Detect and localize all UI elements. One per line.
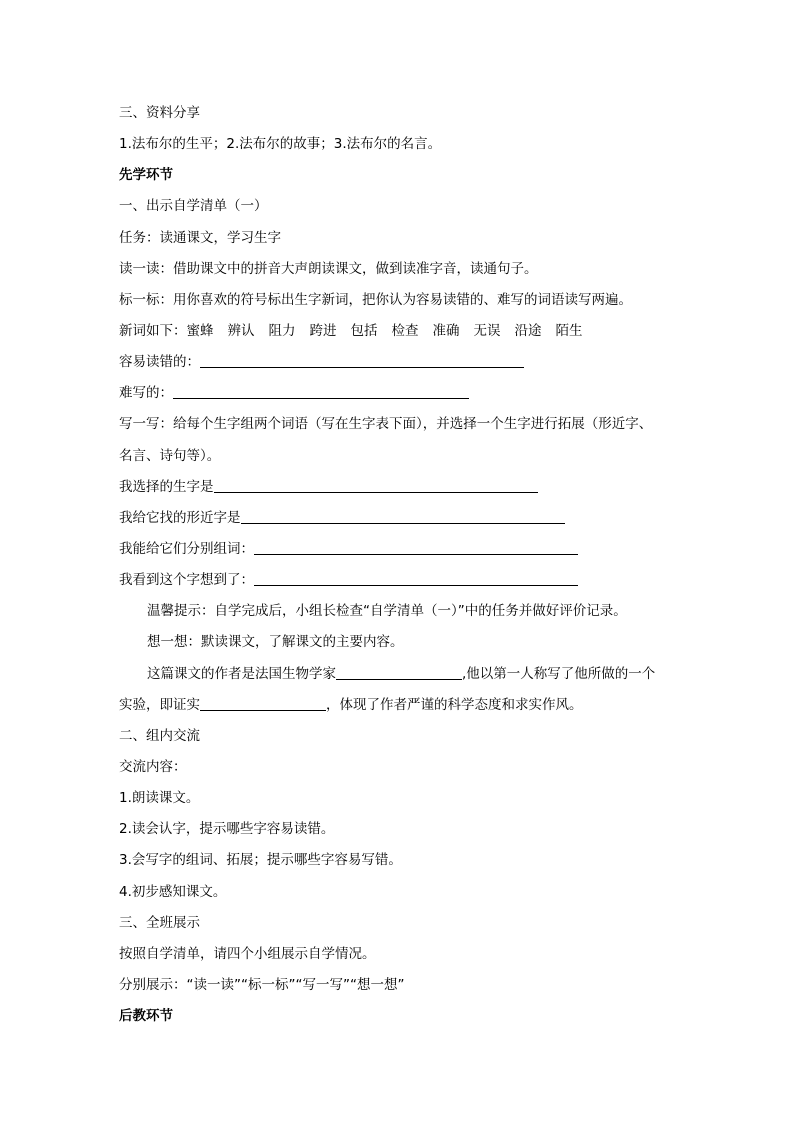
word-item: 阻力 (268, 323, 296, 339)
post-teach-heading: 后教环节 (119, 1008, 173, 1024)
experiment-text: 实验，即证实 (119, 697, 200, 713)
experiment-text: ，体现了作者严谨的科学态度和求实作风。 (326, 697, 583, 713)
author-text: 这篇课文的作者是法国生物学家 (147, 666, 336, 682)
fill-blank[interactable] (254, 540, 578, 555)
self-study-list-heading: 一、出示自学清单（一） (119, 198, 268, 214)
word-item: 辨认 (227, 323, 255, 339)
task-line: 任务：读通课文，学习生字 (119, 230, 281, 246)
chosen-char-label: 我选择的生字是 (119, 479, 214, 495)
exchange-label: 交流内容： (119, 759, 187, 775)
new-words-label: 新词如下： (119, 323, 187, 339)
group-exchange-heading: 二、组内交流 (119, 728, 200, 744)
easy-wrong-label: 容易读错的： (119, 354, 200, 370)
hard-write-line (119, 383, 469, 403)
mark-line: 标一标：用你喜欢的符号标出生字新词，把你认为容易读错的、难写的词语读写两遍。 (119, 292, 632, 308)
class-show-heading: 三、全班展示 (119, 915, 200, 931)
write-line-1: 写一写：给每个生字组两个词语（写在生字表下面），并选择一个生字进行拓展（形近字、 (119, 416, 653, 432)
tip-line: 温馨提示：自学完成后，小组长检查“自学清单（一）”中的任务并做好评价记录。 (147, 603, 627, 619)
pre-study-heading: 先学环节 (119, 167, 173, 183)
compose-line (119, 539, 578, 559)
share-text: 1.法布尔的生平；2.法布尔的故事；3.法布尔的名言。 (119, 136, 442, 152)
class-show-text: 按照自学清单，请四个小组展示自学情况。 (119, 946, 376, 962)
think-of-label: 我看到这个字想到了： (119, 572, 254, 588)
exchange-item: 3.会写字的组词、拓展；提示哪些字容易写错。 (119, 852, 402, 868)
think-line: 想一想：默读课文，了解课文的主要内容。 (147, 634, 404, 650)
fill-blank[interactable] (254, 571, 578, 586)
similar-char-line (119, 508, 565, 528)
word-item: 沿途 (514, 323, 542, 339)
fill-blank[interactable] (200, 696, 326, 711)
show-items-line: 分别展示：“读一读”“标一标”“写一写”“想一想” (119, 977, 405, 993)
word-item: 跨进 (309, 323, 337, 339)
fill-blank[interactable] (241, 509, 565, 524)
think-of-line (119, 570, 578, 590)
fill-blank[interactable] (173, 384, 469, 399)
word-item: 陌生 (555, 323, 583, 339)
author-line (147, 664, 655, 684)
fill-blank[interactable] (200, 353, 524, 368)
word-item: 准确 (432, 323, 460, 339)
read-line: 读一读：借助课文中的拼音大声朗读课文，做到读准字音，读通句子。 (119, 261, 538, 277)
exchange-item: 4.初步感知课文。 (119, 884, 227, 900)
experiment-line (119, 695, 583, 715)
fill-blank[interactable] (214, 478, 538, 493)
similar-char-label: 我给它找的形近字是 (119, 510, 241, 526)
write-line-2: 名言、诗句等）。 (119, 448, 221, 464)
exchange-item: 2.读会认字，提示哪些字容易读错。 (119, 821, 335, 837)
fill-blank[interactable] (336, 665, 462, 680)
word-item: 包括 (350, 323, 378, 339)
new-words-line (119, 321, 597, 341)
exchange-item: 1.朗读课文。 (119, 790, 200, 806)
author-text: ,他以第一人称写了他所做的一个 (462, 666, 656, 682)
word-item: 无误 (473, 323, 501, 339)
share-heading: 三、资料分享 (119, 105, 200, 121)
word-item: 检查 (391, 323, 419, 339)
compose-label: 我能给它们分别组词： (119, 541, 254, 557)
hard-write-label: 难写的： (119, 385, 173, 401)
easy-wrong-line (119, 352, 524, 372)
word-item: 蜜蜂 (186, 323, 214, 339)
chosen-char-line (119, 477, 538, 497)
